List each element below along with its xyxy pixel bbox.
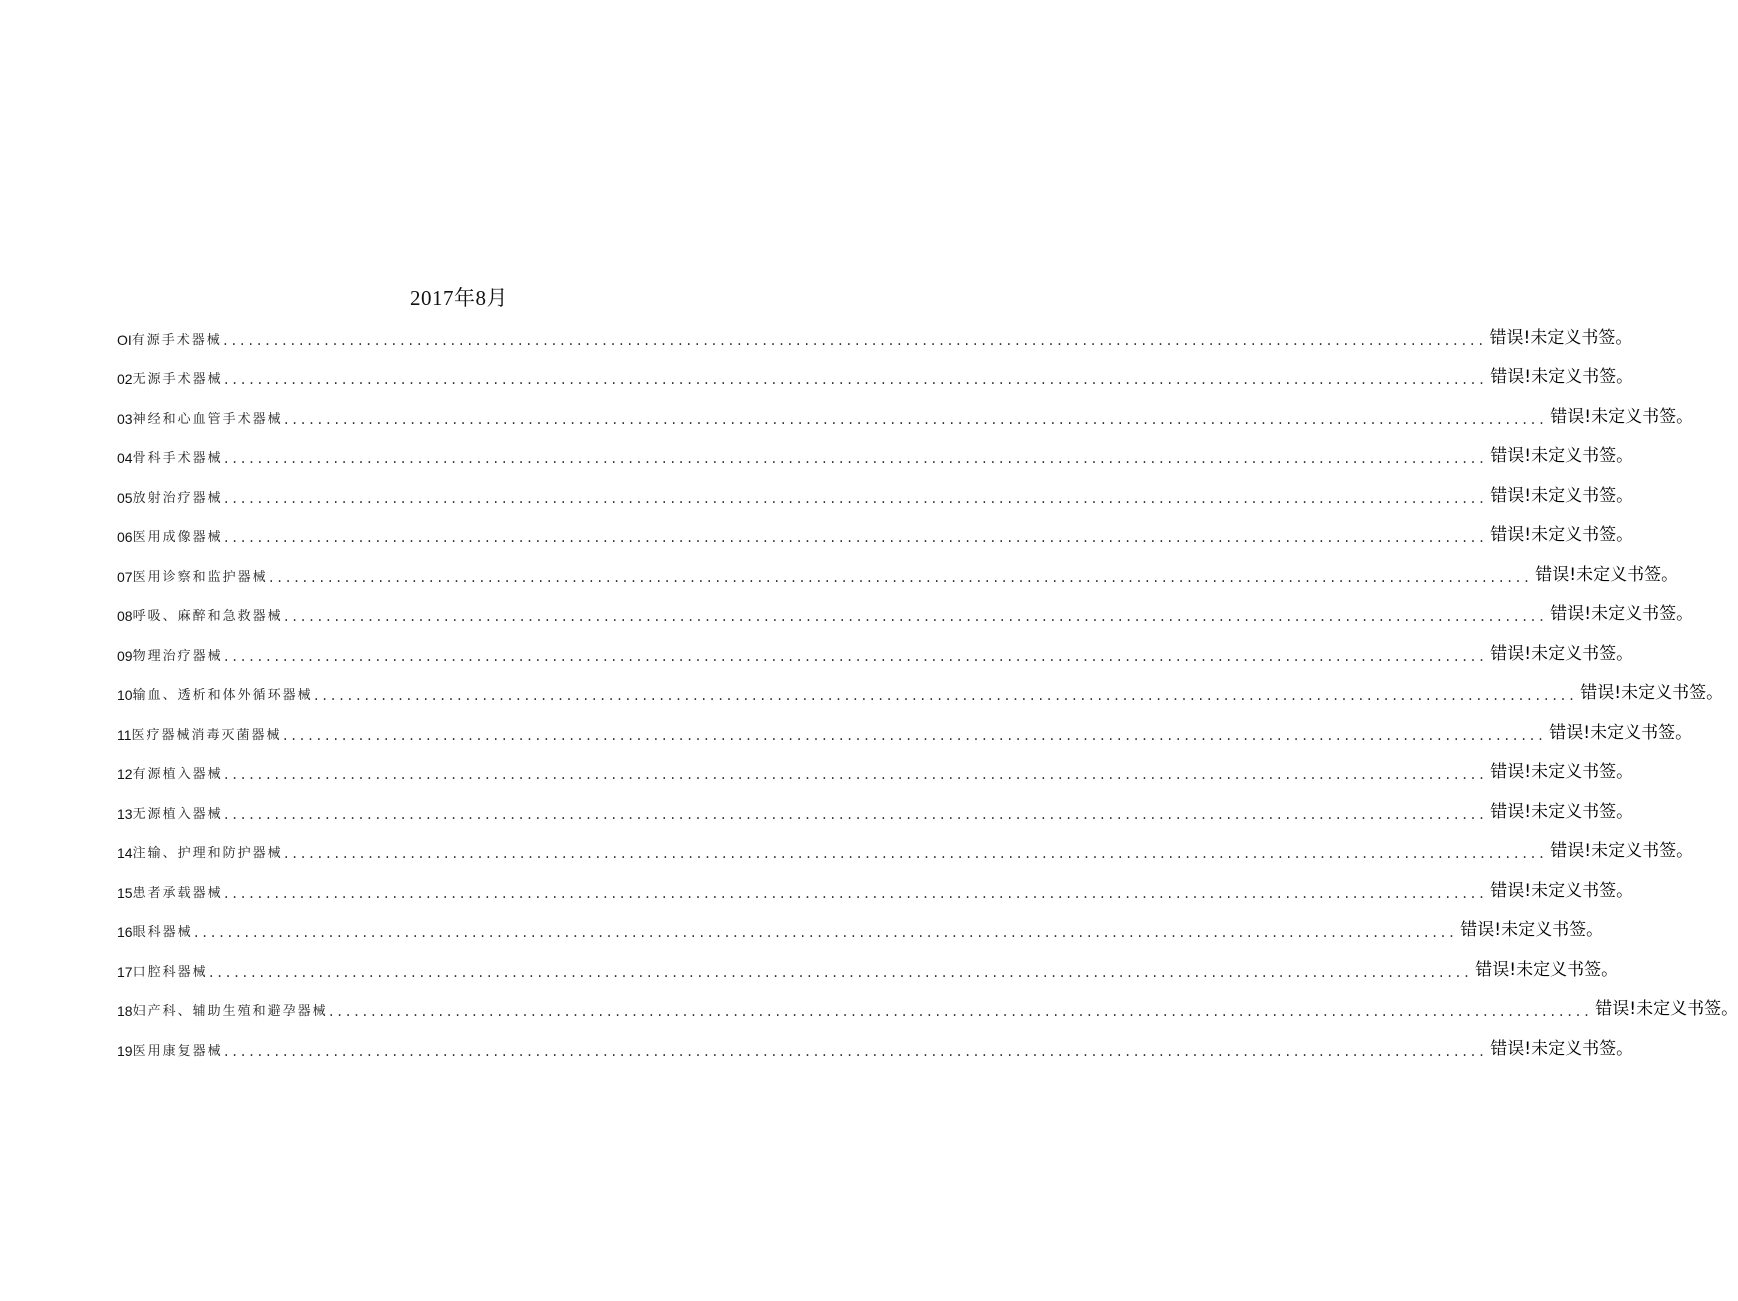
toc-dot-leader: ...................................................................................................................................................... <box>222 886 1487 901</box>
toc-entry[interactable] <box>117 989 1738 1029</box>
toc-entry[interactable] <box>117 791 1634 831</box>
toc-dot-leader: ...................................................................................................................................................... <box>327 1005 1592 1019</box>
toc-dot-leader: ...................................................................................................................................................... <box>222 768 1487 782</box>
toc-entry-title: 注输、护理和防护器械 <box>132 846 283 861</box>
toc-entry-title: 无源植入器械 <box>132 806 223 822</box>
toc-entry[interactable] <box>117 712 1693 752</box>
toc-entry-number: 15 <box>117 884 133 901</box>
toc-entry-title: 妇产科、辅助生殖和避孕器械 <box>132 1004 328 1019</box>
toc-entry[interactable] <box>117 396 1694 436</box>
toc-entry-page-ref: 错误!未定义书签。 <box>1595 999 1738 1019</box>
toc-entry-page-ref: 错误!未定义书签。 <box>1550 406 1694 427</box>
toc-entry[interactable] <box>117 673 1724 713</box>
toc-entry-number: 13 <box>117 805 133 822</box>
toc-entry-title: 有源手术器械 <box>131 332 222 348</box>
toc-entry-title: 呼吸、麻醉和急救器械 <box>132 609 283 624</box>
toc-dot-leader: ...................................................................................................................................................... <box>222 373 1487 387</box>
toc-dot-leader: ...................................................................................................................................................... <box>222 807 1487 822</box>
toc-entry[interactable] <box>117 1028 1634 1068</box>
toc-entry[interactable] <box>117 436 1634 476</box>
toc-entry-title: 医用诊察和监护器械 <box>132 569 268 585</box>
toc-entry-page-ref: 错误!未定义书签。 <box>1490 446 1634 466</box>
toc-entry-title: 口腔科器械 <box>132 964 208 980</box>
toc-entry-number: 16 <box>117 924 133 940</box>
toc-entry-page-ref: 错误!未定义书签。 <box>1535 564 1679 585</box>
toc-entry-title: 神经和心血管手术器械 <box>132 411 283 427</box>
toc-entry-title: 医疗器械消毒灭菌器械 <box>131 727 282 743</box>
toc-entry[interactable] <box>117 870 1634 910</box>
toc-entry-number: OI <box>117 331 132 348</box>
toc-entry-page-ref: 错误!未定义书签。 <box>1490 367 1634 387</box>
toc-entry[interactable] <box>117 554 1679 594</box>
table-of-contents <box>117 317 1738 1068</box>
toc-entry-page-ref: 错误!未定义书签。 <box>1549 722 1693 743</box>
toc-entry-page-ref: 错误!未定义书签。 <box>1460 920 1604 940</box>
toc-entry-title: 患者承载器械 <box>132 885 223 901</box>
toc-dot-leader: ...................................................................................................................................................... <box>221 333 1486 348</box>
toc-entry-title: 骨科手术器械 <box>132 451 223 466</box>
toc-dot-leader: ...................................................................................................................................................... <box>312 689 1577 703</box>
toc-entry-number: 03 <box>117 410 133 427</box>
toc-entry-number: 14 <box>117 845 133 861</box>
toc-dot-leader: ...................................................................................................................................................... <box>222 531 1487 545</box>
toc-entry-page-ref: 错误!未定义书签。 <box>1475 959 1619 980</box>
toc-entry-number: 17 <box>117 963 133 980</box>
toc-entry-number: 06 <box>117 529 133 545</box>
toc-entry-page-ref: 错误!未定义书签。 <box>1490 880 1634 901</box>
toc-dot-leader: ...................................................................................................................................................... <box>222 491 1487 506</box>
toc-entry-page-ref: 错误!未定义书签。 <box>1490 762 1634 782</box>
toc-dot-leader: ...................................................................................................................................................... <box>282 610 1547 624</box>
toc-dot-leader: ...................................................................................................................................................... <box>281 728 1546 743</box>
toc-dot-leader: ...................................................................................................................................................... <box>222 452 1487 466</box>
toc-entry-number: 04 <box>117 450 133 466</box>
toc-dot-leader: ...................................................................................................................................................... <box>222 649 1487 664</box>
toc-entry-number: 09 <box>117 647 133 664</box>
toc-entry-number: 18 <box>117 1003 133 1019</box>
toc-entry-page-ref: 错误!未定义书签。 <box>1490 643 1634 664</box>
toc-entry-title: 输血、透析和体外循环器械 <box>132 688 313 703</box>
toc-entry[interactable] <box>117 357 1634 397</box>
toc-dot-leader: ...................................................................................................................................................... <box>222 1044 1487 1059</box>
toc-entry-page-ref: 错误!未定义书签。 <box>1490 485 1634 506</box>
toc-dot-leader: ...................................................................................................................................................... <box>282 847 1547 861</box>
toc-dot-leader: ...................................................................................................................................................... <box>267 570 1532 585</box>
toc-entry[interactable] <box>117 910 1604 950</box>
toc-entry-number: 11 <box>117 726 132 743</box>
toc-entry[interactable] <box>117 515 1634 555</box>
toc-entry-title: 无源手术器械 <box>132 372 223 387</box>
toc-entry-title: 医用康复器械 <box>132 1043 223 1059</box>
toc-entry-page-ref: 错误!未定义书签。 <box>1490 525 1634 545</box>
toc-entry-page-ref: 错误!未定义书签。 <box>1580 683 1724 703</box>
toc-entry-number: 02 <box>117 371 133 387</box>
toc-entry[interactable] <box>117 831 1694 871</box>
toc-entry-title: 物理治疗器械 <box>132 648 223 664</box>
date-heading: 2017年8月 <box>410 286 508 310</box>
toc-entry-title: 放射治疗器械 <box>132 490 223 506</box>
toc-entry-number: 07 <box>117 568 133 585</box>
toc-entry-number: 10 <box>117 687 133 703</box>
toc-entry[interactable] <box>117 633 1634 673</box>
toc-dot-leader: ...................................................................................................................................................... <box>207 965 1472 980</box>
toc-entry[interactable] <box>117 949 1619 989</box>
toc-entry-number: 08 <box>117 608 133 624</box>
toc-entry-page-ref: 错误!未定义书签。 <box>1490 1038 1634 1059</box>
toc-entry-number: 19 <box>117 1042 133 1059</box>
toc-entry-title: 医用成像器械 <box>132 530 223 545</box>
toc-entry-title: 眼科器械 <box>132 925 193 940</box>
toc-entry-page-ref: 错误!未定义书签。 <box>1550 604 1694 624</box>
toc-entry[interactable] <box>117 594 1694 634</box>
toc-entry[interactable] <box>117 317 1633 357</box>
toc-entry-number: 05 <box>117 489 133 506</box>
toc-entry-title: 有源植入器械 <box>132 767 223 782</box>
toc-dot-leader: ...................................................................................................................................................... <box>192 926 1457 940</box>
toc-entry-number: 12 <box>117 766 133 782</box>
toc-entry-page-ref: 错误!未定义书签。 <box>1489 327 1633 348</box>
toc-entry-page-ref: 错误!未定义书签。 <box>1550 841 1694 861</box>
toc-entry[interactable] <box>117 752 1634 792</box>
toc-dot-leader: ...................................................................................................................................................... <box>282 412 1547 427</box>
toc-entry-page-ref: 错误!未定义书签。 <box>1490 801 1634 822</box>
toc-entry[interactable] <box>117 475 1634 515</box>
